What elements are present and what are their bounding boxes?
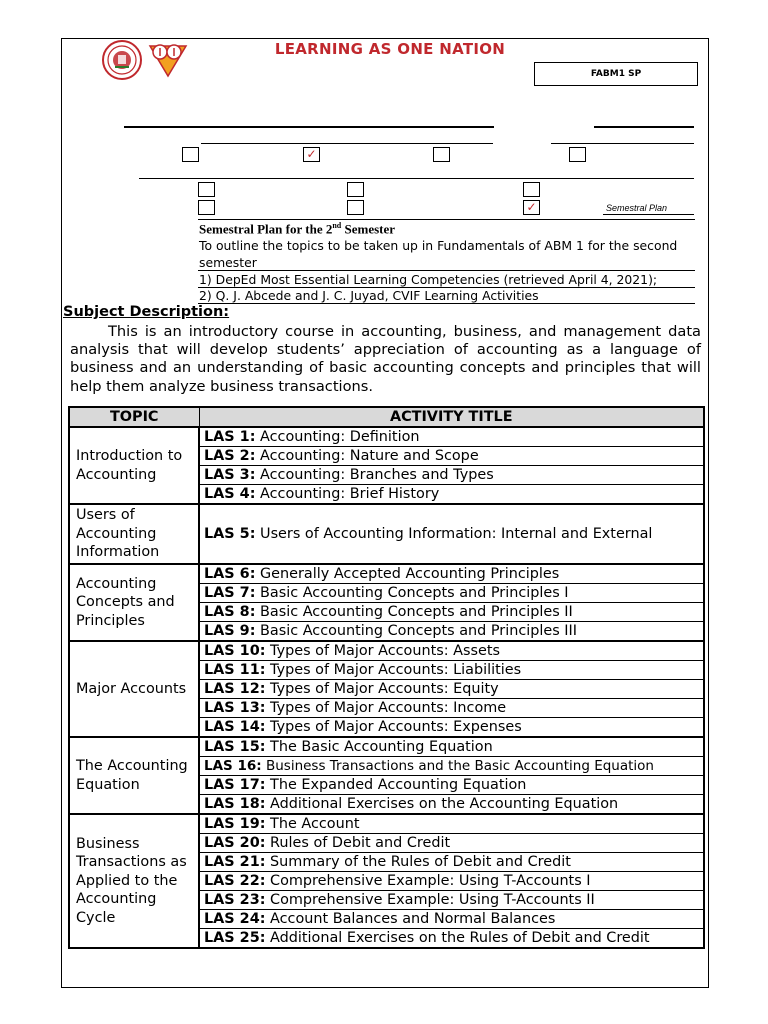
activity-cell xyxy=(199,661,704,680)
activity-title: Additional Exercises on the Accounting Equation xyxy=(270,796,619,812)
activity-cell xyxy=(199,795,704,815)
checkbox[interactable] xyxy=(198,182,215,197)
checkbox[interactable] xyxy=(347,200,364,215)
activity-code: LAS 6: xyxy=(204,566,256,582)
topic-cell: Major Accounts xyxy=(69,641,199,737)
checkbox[interactable] xyxy=(433,147,450,162)
activity-title: Accounting: Definition xyxy=(260,429,420,445)
activity-code: LAS 9: xyxy=(204,623,256,639)
semestral-plan-label: Semestral Plan xyxy=(606,203,668,213)
activity-title: Basic Accounting Concepts and Principles II xyxy=(260,604,573,620)
activity-cell xyxy=(199,641,704,661)
activity-code: LAS 3: xyxy=(204,467,256,483)
activity-title: Basic Accounting Concepts and Principles I xyxy=(260,585,569,601)
activity-cell xyxy=(199,757,704,776)
activity-title: Basic Accounting Concepts and Principles III xyxy=(260,623,578,639)
activity-code: LAS 2: xyxy=(204,448,256,464)
activity-title: Business Transactions and the Basic Accounting Equation xyxy=(265,758,654,774)
activity-title: Rules of Debit and Credit xyxy=(270,835,451,851)
checkbox[interactable] xyxy=(523,182,540,197)
activity-cell xyxy=(199,447,704,466)
activity-code: LAS 18: xyxy=(204,796,266,812)
activity-code: LAS 20: xyxy=(204,835,266,851)
activity-title: Types of Major Accounts: Equity xyxy=(270,681,499,697)
topic-cell: The Accounting Equation xyxy=(69,737,199,814)
subject-description-body: This is an introductory course in accounting, business, and management data analysis that will develop students’ appreciation of accounting as a language of business and an understanding of basic accounting concepts and principles that will help them analyze business transactions. xyxy=(70,323,701,395)
school-seal-logo xyxy=(100,40,144,80)
activity-cell xyxy=(199,622,704,642)
column-header-activity: ACTIVITY TITLE xyxy=(199,407,704,427)
activity-title: Accounting: Brief History xyxy=(260,486,440,502)
form-line xyxy=(603,214,694,215)
topic-cell: Business Transactions as Applied to the Accounting Cycle xyxy=(69,814,199,948)
activity-title: The Expanded Accounting Equation xyxy=(270,777,527,793)
form-line xyxy=(551,143,694,144)
activity-title: The Basic Accounting Equation xyxy=(270,739,493,755)
activity-code: LAS 15: xyxy=(204,739,266,755)
activity-cell xyxy=(199,910,704,929)
table-row xyxy=(69,564,704,584)
activity-code: LAS 25: xyxy=(204,930,266,946)
activity-code: LAS 24: xyxy=(204,911,266,927)
activity-table xyxy=(68,406,705,949)
activity-title: Types of Major Accounts: Liabilities xyxy=(270,662,522,678)
activity-cell xyxy=(199,427,704,447)
activity-title: Additional Exercises on the Rules of Debit and Credit xyxy=(270,930,650,946)
plan-title: Semestral Plan for the 2nd Semester xyxy=(199,221,396,237)
activity-code: LAS 8: xyxy=(204,604,256,620)
form-line xyxy=(139,178,694,179)
plan-reference-2: 2) Q. J. Abcede and J. C. Juyad, CVIF Learning Activities xyxy=(199,288,539,303)
form-line xyxy=(201,143,493,144)
activity-cell xyxy=(199,872,704,891)
activity-title: Summary of the Rules of Debit and Credit xyxy=(270,854,571,870)
activity-title: Accounting: Nature and Scope xyxy=(260,448,479,464)
topic-cell: Accounting Concepts and Principles xyxy=(69,564,199,641)
activity-code: LAS 5: xyxy=(204,526,256,542)
table-row xyxy=(69,504,704,564)
checkbox[interactable] xyxy=(198,200,215,215)
activity-code: LAS 16: xyxy=(204,758,262,774)
activity-code: LAS 12: xyxy=(204,681,266,697)
activity-code: LAS 10: xyxy=(204,643,266,659)
document-code: FABM1 SP xyxy=(534,62,698,86)
activity-cell xyxy=(199,603,704,622)
activity-cell xyxy=(199,814,704,834)
activity-code: LAS 1: xyxy=(204,429,256,445)
check-icon: ✓ xyxy=(526,200,537,214)
activity-code: LAS 19: xyxy=(204,816,266,832)
activity-title: Types of Major Accounts: Assets xyxy=(270,643,501,659)
activity-cell xyxy=(199,485,704,505)
activity-cell xyxy=(199,584,704,603)
activity-code: LAS 4: xyxy=(204,486,256,502)
activity-cell xyxy=(199,504,704,564)
activity-title: Comprehensive Example: Using T-Accounts I xyxy=(270,873,591,889)
table-row xyxy=(69,427,704,447)
subject-description-heading: Subject Description: xyxy=(63,304,230,320)
checkbox-checked[interactable] xyxy=(303,147,320,162)
topic-cell: Introduction to Accounting xyxy=(69,427,199,504)
activity-code: LAS 21: xyxy=(204,854,266,870)
form-line xyxy=(198,303,695,304)
table-row xyxy=(69,641,704,661)
activity-title: Types of Major Accounts: Income xyxy=(270,700,507,716)
activity-cell xyxy=(199,699,704,718)
plan-reference-1: 1) DepEd Most Essential Learning Competencies (retrieved April 4, 2021); xyxy=(199,272,658,287)
activity-title: Types of Major Accounts: Expenses xyxy=(270,719,522,735)
topic-cell: Users of Accounting Information xyxy=(69,504,199,564)
activity-code: LAS 14: xyxy=(204,719,266,735)
activity-cell xyxy=(199,929,704,949)
activity-cell xyxy=(199,564,704,584)
activity-code: LAS 22: xyxy=(204,873,266,889)
activity-title: Accounting: Branches and Types xyxy=(260,467,494,483)
activity-cell xyxy=(199,718,704,738)
activity-title: Account Balances and Normal Balances xyxy=(270,911,556,927)
activity-code: LAS 11: xyxy=(204,662,266,678)
activity-cell xyxy=(199,853,704,872)
form-line xyxy=(198,219,695,220)
form-line xyxy=(124,126,494,128)
form-line xyxy=(594,126,694,128)
checkbox[interactable] xyxy=(182,147,199,162)
activity-code: LAS 17: xyxy=(204,777,266,793)
header-title: LEARNING AS ONE NATION xyxy=(274,40,506,58)
activity-title: Generally Accepted Accounting Principles xyxy=(260,566,560,582)
checkbox-checked[interactable] xyxy=(523,200,540,215)
table-row xyxy=(69,737,704,757)
activity-cell xyxy=(199,834,704,853)
check-icon: ✓ xyxy=(306,147,317,161)
activity-code: LAS 23: xyxy=(204,892,266,908)
activity-code: LAS 13: xyxy=(204,700,266,716)
activity-title: The Account xyxy=(270,816,360,832)
activity-cell xyxy=(199,891,704,910)
deped-logo xyxy=(146,40,190,78)
column-header-topic: TOPIC xyxy=(69,407,199,427)
checkbox[interactable] xyxy=(347,182,364,197)
table-row xyxy=(69,814,704,834)
activity-title: Comprehensive Example: Using T-Accounts II xyxy=(270,892,595,908)
activity-code: LAS 7: xyxy=(204,585,256,601)
checkbox[interactable] xyxy=(569,147,586,162)
activity-title: Users of Accounting Information: Internal and External xyxy=(260,526,653,542)
activity-cell xyxy=(199,776,704,795)
activity-cell xyxy=(199,737,704,757)
plan-objective: To outline the topics to be taken up in Fundamentals of ABM 1 for the second semester xyxy=(199,238,678,270)
activity-cell xyxy=(199,466,704,485)
activity-cell xyxy=(199,680,704,699)
